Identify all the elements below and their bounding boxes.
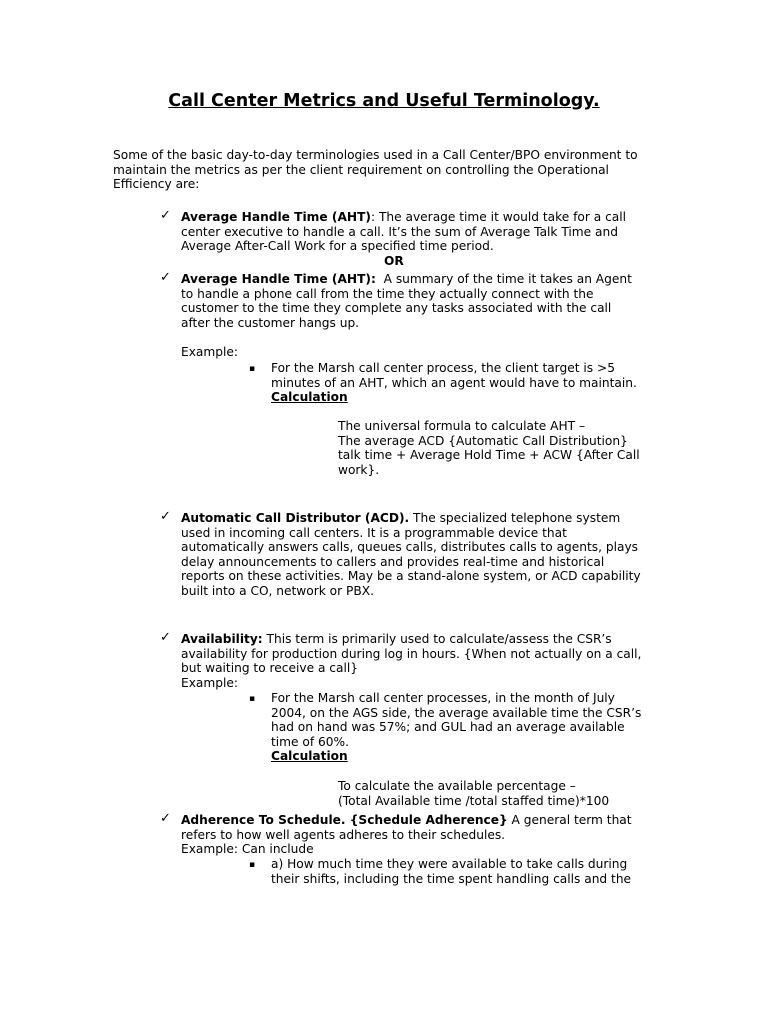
example-label: Example: bbox=[181, 345, 238, 359]
definition-text: delay announcements to callers and provides real-time and historical bbox=[181, 554, 605, 569]
bullet-icon: ▪ bbox=[249, 860, 256, 870]
definition-availability bbox=[181, 632, 641, 690]
intro-line: Some of the basic day-to-day terminologies used in a Call Center/BPO environment to bbox=[113, 148, 638, 162]
definition-text: used in incoming call centers. It is a programmable device that bbox=[181, 525, 567, 540]
bullet-text: 2004, on the AGS side, the average available time the CSR’s bbox=[271, 705, 642, 720]
definition-text: This term is primarily used to calculate/assess the CSR’s bbox=[262, 632, 612, 646]
bullet-text: minutes of an AHT, which an agent would have to maintain. bbox=[271, 375, 637, 390]
checkmark-icon: ✓ bbox=[160, 630, 171, 645]
definition-text: reports on these activities. May be a stand-alone system, or ACD capability bbox=[181, 569, 641, 584]
example-bullet bbox=[271, 361, 637, 405]
example-bullet bbox=[271, 857, 631, 886]
term-label: Automatic Call Distributor (ACD). bbox=[181, 511, 410, 525]
calculation-text: The average ACD {Automatic Call Distribution} bbox=[338, 433, 628, 448]
bullet-icon: ▪ bbox=[249, 694, 256, 704]
term-label: Availability: bbox=[181, 632, 263, 646]
calculation-heading: Calculation bbox=[271, 749, 348, 764]
definition-adherence bbox=[181, 813, 632, 857]
example-label: Example: bbox=[181, 675, 238, 690]
definition-text: refers to how well agents adheres to their schedules. bbox=[181, 827, 506, 842]
definition-text: automatically answers calls, queues calls, distributes calls to agents, plays bbox=[181, 540, 639, 555]
definition-aht-1 bbox=[181, 210, 626, 254]
definition-acd bbox=[181, 511, 641, 599]
bullet-text: time of 60%. bbox=[271, 734, 349, 749]
term-label: Average Handle Time (AHT) bbox=[181, 210, 371, 224]
bullet-text: their shifts, including the time spent handling calls and the bbox=[271, 871, 632, 886]
definition-text: built into a CO, network or PBX. bbox=[181, 583, 374, 598]
definition-text: customer to the time they complete any tasks associated with the call bbox=[181, 301, 612, 316]
calculation-block bbox=[338, 419, 640, 477]
calculation-text: work}. bbox=[338, 462, 380, 477]
definition-text: : The average time it would take for a call bbox=[370, 210, 627, 224]
calculation-block bbox=[338, 779, 609, 808]
example-bullet bbox=[271, 691, 641, 764]
checkmark-icon: ✓ bbox=[160, 509, 171, 524]
calculation-text: To calculate the available percentage – bbox=[338, 779, 576, 793]
calculation-text: (Total Available time /total staffed time)*100 bbox=[338, 793, 610, 808]
bullet-text: had on hand was 57%; and GUL had an average available bbox=[271, 720, 625, 735]
bullet-text: For the Marsh call center process, the client target is >5 bbox=[271, 361, 615, 375]
bullet-text: a) How much time they were available to take calls during bbox=[271, 857, 628, 871]
bullet-icon: ▪ bbox=[249, 364, 256, 374]
intro-paragraph bbox=[113, 148, 638, 192]
definition-text: to handle a phone call from the time they actually connect with the bbox=[181, 286, 594, 301]
definition-text: but waiting to receive a call} bbox=[181, 661, 358, 676]
definition-text: A summary of the time it takes an Agent bbox=[375, 272, 632, 286]
checkmark-icon: ✓ bbox=[160, 811, 171, 826]
or-separator: OR bbox=[384, 254, 404, 268]
intro-line: Efficiency are: bbox=[113, 177, 200, 192]
definition-text: after the customer hangs up. bbox=[181, 315, 360, 330]
definition-text: availability for production during log in hours. {When not actually on a call, bbox=[181, 646, 642, 661]
term-label: Adherence To Schedule. {Schedule Adherence} bbox=[181, 813, 508, 827]
checkmark-icon: ✓ bbox=[160, 270, 171, 285]
page-title: Call Center Metrics and Useful Terminology. bbox=[168, 91, 600, 111]
calculation-text: talk time + Average Hold Time + ACW {After Call bbox=[338, 448, 640, 463]
definition-aht-2 bbox=[181, 272, 632, 330]
definition-text: A general term that bbox=[507, 813, 632, 827]
term-label: Average Handle Time (AHT): bbox=[181, 272, 376, 286]
calculation-heading: Calculation bbox=[271, 390, 348, 405]
bullet-text: For the Marsh call center processes, in the month of July bbox=[271, 691, 615, 705]
checkmark-icon: ✓ bbox=[160, 208, 171, 223]
definition-text: Average After-Call Work for a specified time period. bbox=[181, 239, 494, 254]
calculation-text: The universal formula to calculate AHT – bbox=[338, 419, 586, 433]
definition-text: The specialized telephone system bbox=[409, 511, 621, 525]
definition-text: center executive to handle a call. It’s the sum of Average Talk Time and bbox=[181, 224, 618, 239]
intro-line: maintain the metrics as per the client requirement on controlling the Operational bbox=[113, 162, 609, 177]
example-label: Example: Can include bbox=[181, 842, 314, 857]
